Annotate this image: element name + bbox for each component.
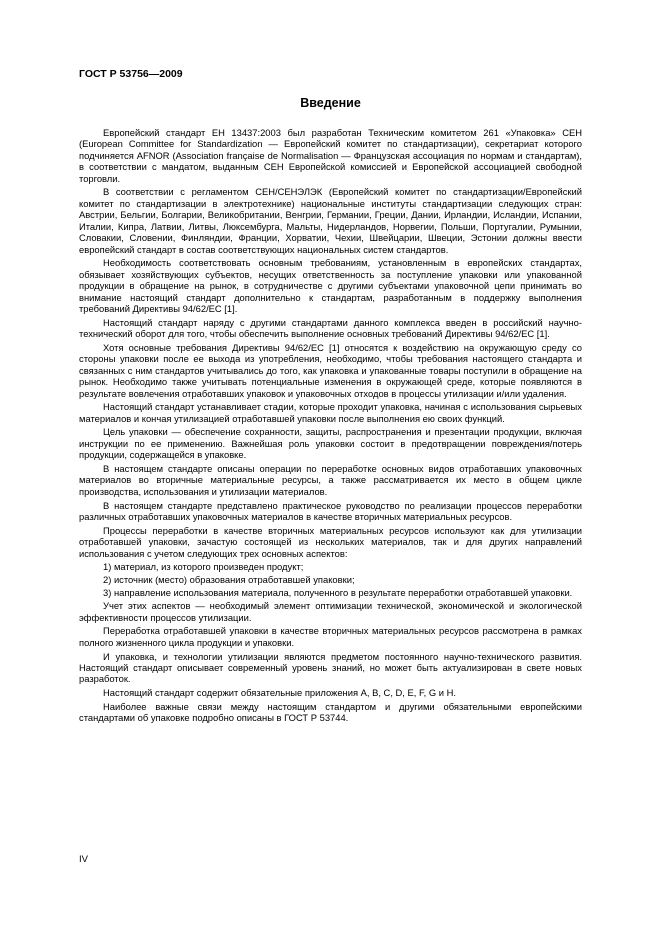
page-title: Введение <box>300 96 361 110</box>
paragraph: Настоящий стандарт устанавливает стадии, которые проходит упаковка, начиная с использования сырьевых материалов и кончая утилизацией отработавшей упаковки после выполнения ею своих функций. <box>79 401 582 424</box>
paragraph: Необходимость соответствовать основным требованиям, установленным в европейских стандартах, обязывает хозяйствующих субъектов, несущих ответственность за поступление упаковки или упакованной продукции в обращение на рынок, в сотрудничестве с другими субъектами упаковочной цепи принимать во внимание настоящий стандарт дополнительно к стандартам, разработанным в поддержку выполнения требований Директивы 94/62/ЕС [1]. <box>79 257 582 315</box>
paragraph: Настоящий стандарт наряду с другими стандартами данного комплекса введен в российский научно-технический оборот для того, чтобы обеспечить выполнение основных требований Директивы 94/62/ЕС [1]. <box>79 316 582 340</box>
paragraph: В соответствии с регламентом CEH/СЕНЭЛЭК (Европейский комитет по стандартизации/Европейский комитет по стандартизации в электротехнике) национальные институты стандартизации следующих стран: Австрии, Бельгии, Болгарии, Великобритании, Венгрии, Германии, Греции, Дании, Ирландии, Исландии, Испании, Италии, Кипра, Латвии, Литвы, Люксембурга, Мальты, Нидерландов, Норвегии, Польши, Португалии, Румынии, Словакии, Словении, Финляндии, Франции, Хорватии, Чехии, Швейцарии, Швеции, Эстонии должны ввести европейский стандарт в состав соответствующих национальных систем стандартов. <box>79 186 582 255</box>
document-code: ГОСТ Р 53756—2009 <box>79 68 183 80</box>
list-item: 1) материал, из которого произведен продукт; <box>103 561 304 573</box>
paragraph: Учет этих аспектов — необходимый элемент оптимизации технической, экономической и экологической эффективности процессов утилизации. <box>79 600 582 623</box>
paragraph: Настоящий стандарт содержит обязательные приложения A, B, C, D, E, F, G и H. <box>103 687 456 699</box>
paragraph: Наиболее важные связи между настоящим стандартом и другими обязательными европейскими стандартами об упаковке подробно описаны в ГОСТ Р 53744. <box>79 700 582 724</box>
paragraph: Цель упаковки — обеспечение сохранности, защиты, распространения и презентации продукции, включая инструкции по ее применению. Важнейшая роль упаковки состоит в предотвращении повреждения/потерь продукции, содержащейся в упаковке. <box>79 426 582 461</box>
list-item: 2) источник (место) образования отработавшей упаковки; <box>103 574 355 586</box>
paragraph: Хотя основные требования Директивы 94/62/ЕС [1] относятся к воздействию на окружающую среду со стороны упаковки после ее выхода из употребления, необходимо, чтобы требования настоящего стандарта и связанных с ним стандартов учитывались до того, как упаковка и упакованные товары поступили в обращение на рынок. Необходимо также учитывать потенциальные изменения в окружающей среде, которые появляются в результате вовлечения отработавших упаковок и упаковочных отходов в процессы утилизации и/или удаления. <box>79 341 582 399</box>
page-number: IV <box>79 854 88 865</box>
list-item: 3) направление использования материала, полученного в результате переработки отработавшей упаковки. <box>103 587 573 599</box>
paragraph: И упаковка, и технологии утилизации являются предметом постоянного научно-технического развития. Настоящий стандарт описывает современный уровень знаний, но может быть актуализирован в свете новых разработок. <box>79 650 582 685</box>
paragraph: В настоящем стандарте описаны операции по переработке основных видов отработавших упаковочных материалов во вторичные материальные ресурсы, а также рассматривается их место в общем цикле производства, использования и утилизации материалов. <box>79 463 582 497</box>
paragraph: В настоящем стандарте представлено практическое руководство по реализации процессов переработки различных отработавших упаковочных материалов в качестве вторичных материальных ресурсов. <box>79 499 582 522</box>
document-body <box>79 127 582 726</box>
paragraph: Европейский стандарт ЕН 13437:2003 был разработан Техническим комитетом 261 «Упаковка» CEH (European Committee for Standardization — Европейский комитет по стандартизации), секретариат которого подчиняется AFNOR (Association française de Normalisation — Французская ассоциация по нормам и стандартам), в соответствии с мандатом, выданным CEH Европейской комиссией и Европейской ассоциацией свободной торговли. <box>79 127 582 184</box>
paragraph: Переработка отработавшей упаковки в качестве вторичных материальных ресурсов рассмотрена в рамках полного жизненного цикла продукции и упаковки. <box>79 625 582 648</box>
paragraph: Процессы переработки в качестве вторичных материальных ресурсов используют как для утилизации отработавшей упаковки, зачастую состоящей из нескольких материалов, так и для других направлений использования с учетом следующих трех основных аспектов: <box>79 524 582 559</box>
